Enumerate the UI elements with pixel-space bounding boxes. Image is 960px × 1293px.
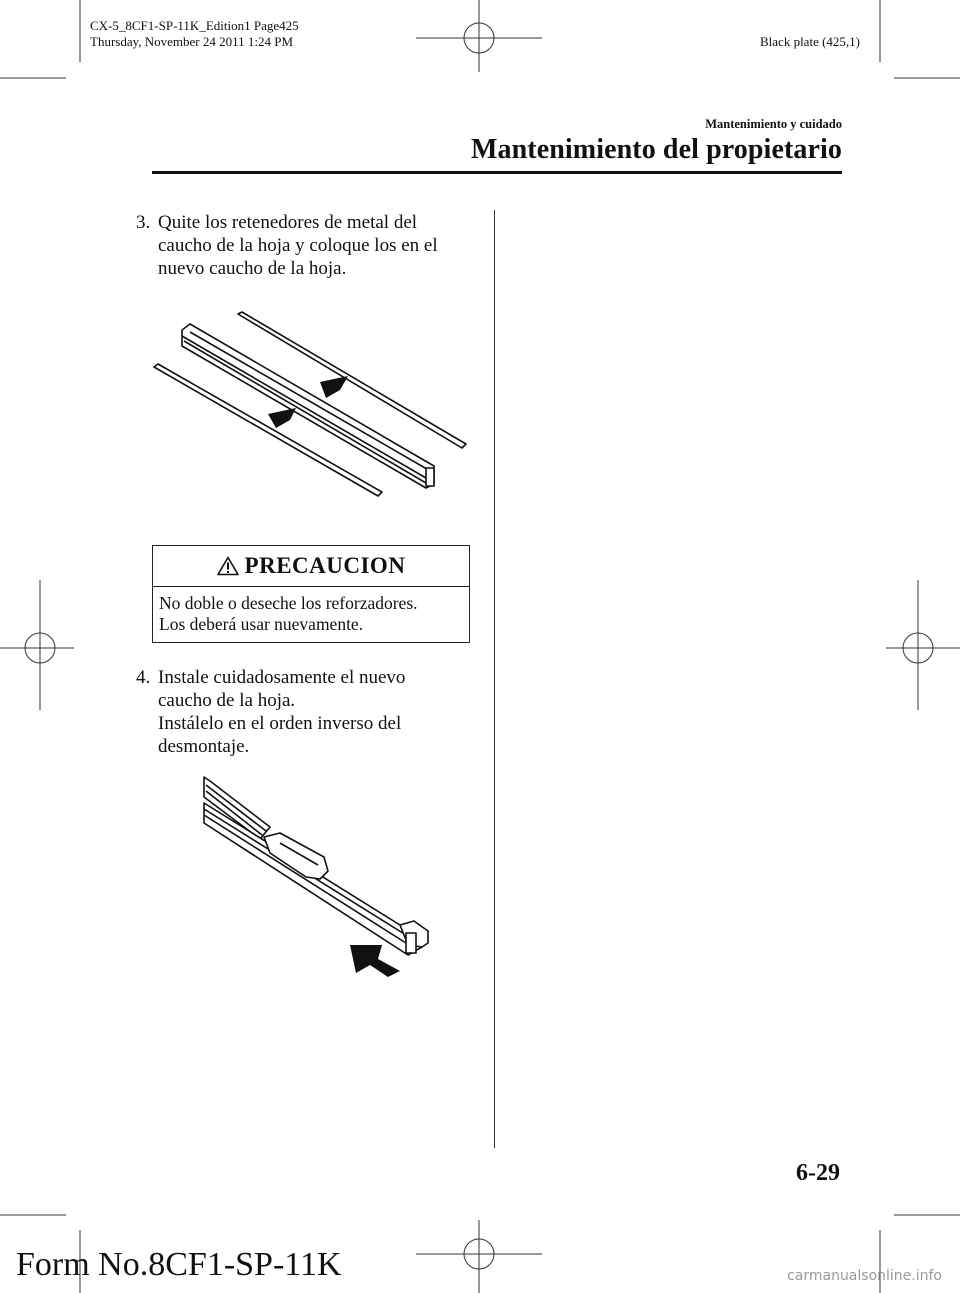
caution-line: Los deberá usar nuevamente. [159,614,364,634]
caution-line: No doble o deseche los reforzadores. [159,593,418,613]
form-number: Form No.8CF1-SP-11K [16,1246,342,1283]
step-line: Quite los retenedores de metal del [158,212,418,233]
caution-body [153,587,469,635]
print-file-line: CX-5_8CF1-SP-11K_Edition1 Page425 [90,18,299,33]
step-line: Instale cuidadosamente el nuevo [158,667,406,688]
print-date-line: Thursday, November 24 2011 1:24 PM [90,34,294,49]
caution-header [153,546,469,587]
plate-label: Black plate (425,1) [760,34,860,49]
header-rule [152,171,842,174]
caution-box [152,545,470,643]
step-line: caucho de la hoja. [158,690,296,711]
column-divider [494,210,495,1148]
step-number: 4. [136,667,151,688]
step-4 [136,666,476,758]
step-3 [136,211,476,280]
page-number: 6-29 [796,1160,840,1186]
step-line: desmontaje. [158,736,250,757]
blade-rubber-illustration [150,310,470,500]
section-subtitle: Mantenimiento y cuidado [705,117,842,131]
step-line: nuevo caucho de la hoja. [158,258,347,279]
watermark: carmanualsonline.info [787,1268,942,1284]
warning-triangle-icon [217,556,239,576]
print-meta [90,18,299,50]
caution-title: PRECAUCION [244,553,406,578]
step-line: caucho de la hoja y coloque los en el [158,235,438,256]
section-title: Mantenimiento del propietario [470,134,842,165]
wiper-install-illustration [200,775,440,980]
step-number: 3. [136,212,151,233]
step-line: Instálelo en el orden inverso del [158,713,402,734]
